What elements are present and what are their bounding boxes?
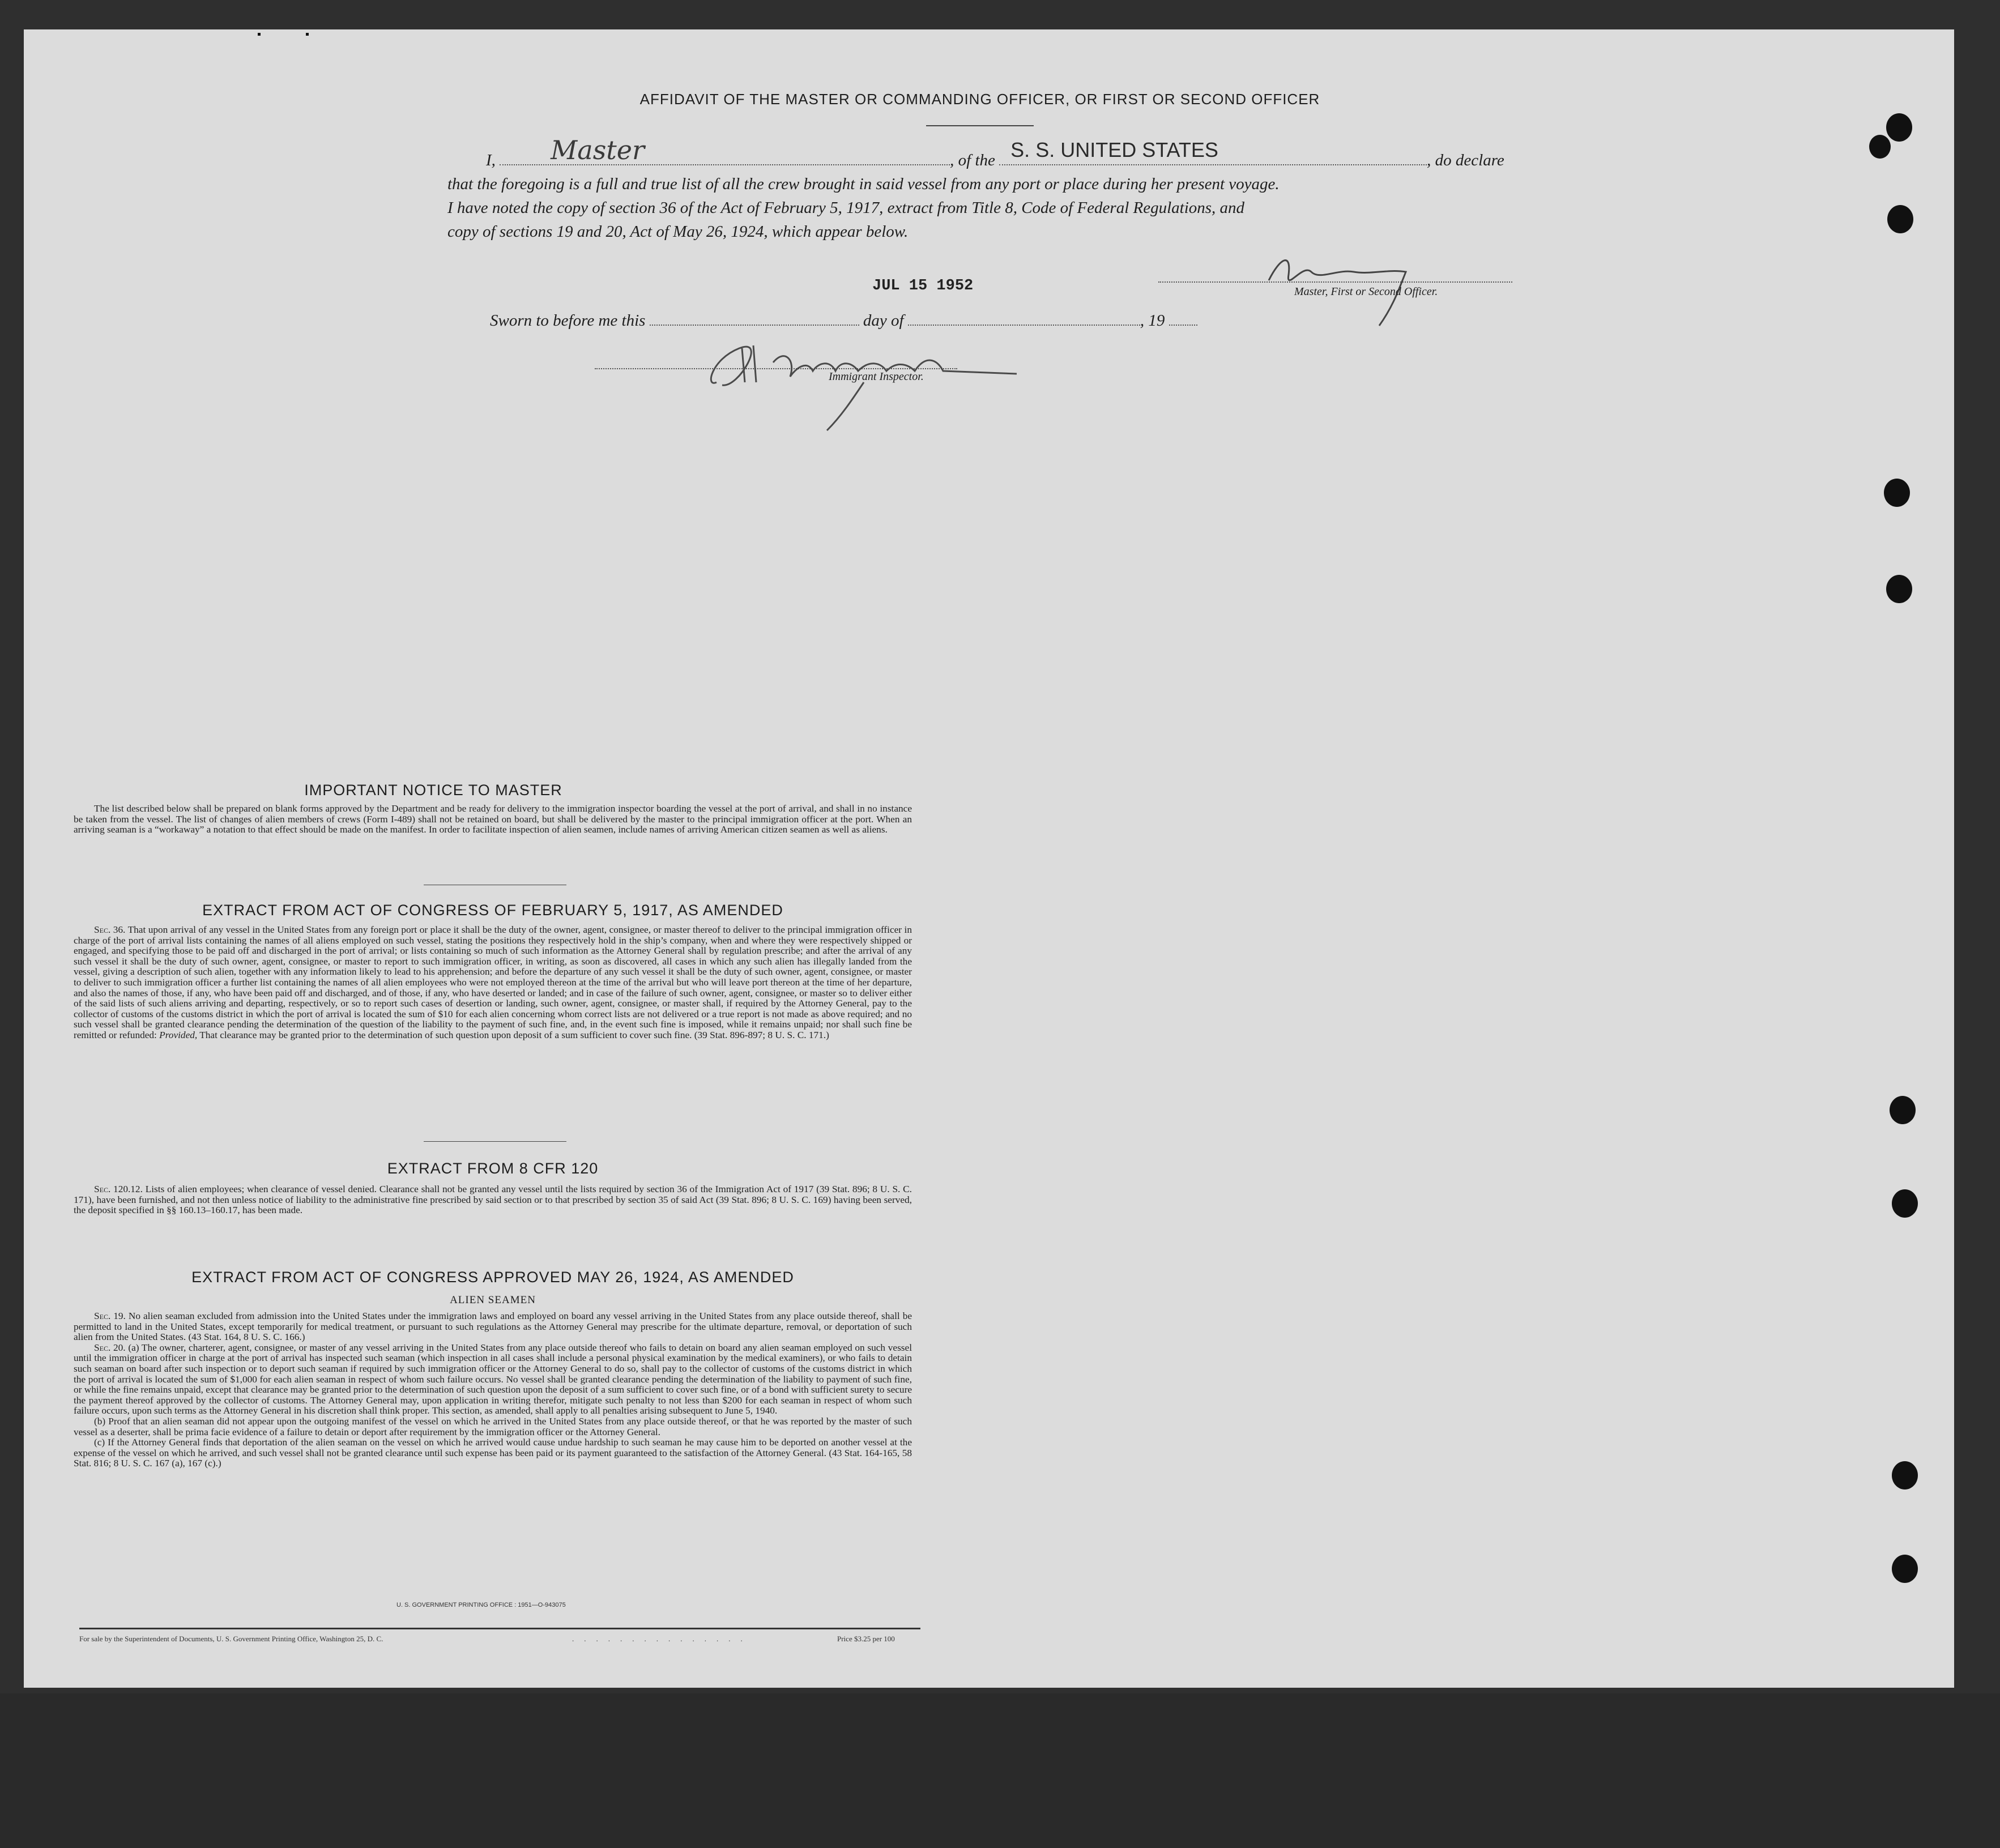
- punch-hole: [1890, 1096, 1916, 1124]
- gpo-imprint: U. S. GOVERNMENT PRINTING OFFICE : 1951—O-943075: [396, 1602, 566, 1608]
- declaration-line-4: copy of sections 19 and 20, Act of May 26, 1924, which appear below.: [447, 223, 909, 241]
- sec20b-text: (b) Proof that an alien seaman did not appear upon the outgoing manifest of the vessel on which he arrived in the United States from any place outside thereof, or that he was reported by the master of such vessel as a deserter, shall be prima facie evidence of a failure to detain or deport after requirement by the immigration officer or the Attorney General.: [74, 1415, 912, 1437]
- extract-1924-section: [74, 1269, 912, 1469]
- sworn-day-of: day of: [863, 311, 904, 330]
- sec19-text: No alien seaman excluded from admission into the United States under the immigration laws and employed on board any vessel arriving in the United States from any place outside thereof, shall be permitted to land in the United States, except temporarily for medical treatment, or pursuant to such regulations as the Attorney General may prescribe for the ultimate departure, removal, or deportation of such alien from the United States. (43 Stat. 164, 8 U. S. C. 166.): [74, 1311, 912, 1343]
- extract-cfr-section: [74, 1160, 912, 1216]
- price-text: Price $3.25 per 100: [837, 1634, 895, 1643]
- provided-word: Provided,: [159, 1029, 198, 1040]
- notice-title: IMPORTANT NOTICE TO MASTER: [304, 782, 562, 799]
- footer-leaders: ...............: [572, 1634, 753, 1643]
- punch-hole: [1886, 575, 1912, 603]
- sec20a-text: (a) The owner, charterer, agent, consignee, or master of any vessel arriving in the United States from any place outside thereof who fails to detain on board any alien seaman employed on such vessel until the immigration officer in charge at the port of arrival has inspected such seaman (which inspection in all cases shall include a personal physical examination by the medical examiners), or who fails to detain such seaman on board after such inspection or to deport such seaman if required by such immigration officer or the Attorney General to do so, shall pay to the collector of customs of the customs district in which the port of arrival is located the sum of $1,000 for each alien seaman in respect of whom such failure occurs. No vessel shall be granted clearance pending the determination of the liability to payment of such fine, or while the fine remains unpaid, except that clearance may be granted prior to the determination of such question upon the deposit of a sum sufficient to cover such fine, or of a bond with sufficient surety to secure the payment thereof approved by the collector of customs. The Attorney General may, upon application in writing therefor, mitigate such penalty to not less than $200 for each seaman in respect of whom such failure occurs, upon such terms as the Attorney General in his discretion shall think proper. This section, as amended, shall apply to all penalties arising subsequent to June 5, 1940.: [74, 1342, 912, 1416]
- punch-hole: [1892, 1461, 1918, 1490]
- vessel-name: S. S. UNITED STATES: [1010, 138, 1218, 161]
- declaration-suffix: , do declare: [1427, 151, 1504, 169]
- notice-text: The list described below shall be prepared on blank forms approved by the Department and be ready for delivery to the immigration inspector boarding the vessel at the port of arrival, and shall in no instance be taken from the vessel. The list of changes of alien members of crews (Form I-489) shall not be retained on board, but shall be delivered by the master to the principal immigration officer at the port. When an arriving seaman is a “workaway” a notation to that effect should be made on the manifest. In order to facilitate inspection of alien seamen, include names of arriving American citizen seamen as well as aliens.: [74, 803, 912, 835]
- punch-hole: [1892, 1555, 1918, 1583]
- for-sale-text: For sale by the Superintendent of Documents, U. S. Government Printing Office, Washington 25, D. C.: [79, 1634, 383, 1643]
- master-name-field: [500, 135, 950, 165]
- sec20c-text: (c) If the Attorney General finds that deportation of the alien seaman on the vessel on which he arrived would cause undue hardship to such seaman he may cause him to be deported on another vessel at the expense of the vessel on which he arrived, and such vessel shall not be granted clearance until such expense has been paid or its payment guaranteed to the satisfaction of the Attorney General. (43 Stat. 164-165, 58 Stat. 816; 8 U. S. C. 167 (a), 167 (c).): [74, 1437, 912, 1469]
- affidavit-declaration: [447, 135, 1518, 244]
- of-the-text: , of the: [950, 151, 995, 169]
- extract-cfr-title: EXTRACT FROM 8 CFR 120: [387, 1160, 599, 1177]
- master-signature-label: Master, First or Second Officer.: [1294, 285, 1438, 298]
- sec20-label: Sec. 20.: [94, 1342, 126, 1353]
- title-divider: [926, 125, 1034, 126]
- punch-hole: [1887, 205, 1913, 233]
- master-name-handwritten: Master: [551, 135, 645, 165]
- sworn-year-field: [1169, 311, 1197, 326]
- sec36-label: Sec. 36.: [94, 924, 126, 935]
- divider-2: [424, 1141, 566, 1142]
- extract-1917-title: EXTRACT FROM ACT OF CONGRESS OF FEBRUARY 5, 1917, AS AMENDED: [202, 902, 783, 919]
- affidavit-title: AFFIDAVIT OF THE MASTER OR COMMANDING OFFICER, OR FIRST OR SECOND OFFICER: [639, 91, 1320, 108]
- inspector-label: Immigrant Inspector.: [829, 370, 924, 383]
- vessel-name-field: [999, 138, 1427, 165]
- sec19-label: Sec. 19.: [94, 1311, 126, 1321]
- punch-hole: [1884, 479, 1910, 507]
- punch-hole: [1886, 113, 1912, 142]
- scan-background: [0, 1693, 2000, 1848]
- sec36-text: That upon arrival of any vessel in the United States from any foreign port or place it shall be the duty of the owner, agent, consignee, or master thereof to deliver to the principal immigration officer in charge of the port of arrival lists containing the names of all aliens employed on such vessel, stating the positions they respectively hold in the ship’s company, when and where they were respectively shipped or engaged, and specifying those to be paid off and discharged in the port of arrival; or lists containing so much of such information as the Attorney General shall by regulation prescribe; and after the arrival of any such vessel it shall be the duty of such owner, agent, consignee, or master to report to such immigration officer, in writing, as soon as discovered, all cases in which any such alien has illegally landed from the vessel, giving a description of such alien, together with any information likely to lead to his apprehension; and before the departure of any such vessel it shall be the duty of such owner, agent, consignee, or master to deliver to such immigration officer a further list containing the names of all alien employees who were not employed thereon at the time of the arrival but who will leave port thereon at the time of her departure, and also the names of those, if any, who have been paid off and discharged, and of those, if any, who have deserted or landed; and in case of the failure of such owner, agent, consignee, or master so to deliver either of the said lists of such aliens arriving and departing, respectively, or so to report such cases of desertion or landing, such owner, agent, consignee, or master shall, if required by the Attorney General, pay to the collector of customs of the customs district in which the port of arrival is located the sum of $10 for each alien concerning whom correct lists are not delivered or a true report is not made as above required; and no such vessel shall be granted clearance pending the determination of the question of the liability to the payment of such fine, and, in the event such fine is imposed, while it remains unpaid; nor shall such fine be remitted or refunded:: [74, 924, 912, 1040]
- footer-rule: [79, 1628, 920, 1629]
- extract-1924-title: EXTRACT FROM ACT OF CONGRESS APPROVED MAY 26, 1924, AS AMENDED: [191, 1269, 794, 1286]
- punch-hole: [1892, 1189, 1918, 1218]
- punch-hole: [1869, 135, 1891, 159]
- scan-speck: [258, 33, 261, 36]
- extract-1917-section: [74, 902, 912, 1041]
- scan-speck: [306, 33, 309, 36]
- notice-section: [74, 782, 912, 835]
- date-stamp: JUL 15 1952: [872, 278, 974, 295]
- declaration-line-3: I have noted the copy of section 36 of the Act of February 5, 1917, extract from Title 8, Code of Federal Regulations, and: [447, 199, 1245, 217]
- sworn-prefix: Sworn to before me this: [490, 311, 646, 330]
- declaration-prefix: I,: [486, 151, 496, 169]
- declaration-line-2: that the foregoing is a full and true list of all the crew brought in said vessel from any port or place during her present voyage.: [447, 175, 1280, 193]
- sec36-text-end: That clearance may be granted prior to the determination of such question upon deposit of a sum sufficient to cover such fine. (39 Stat. 896-897; 8 U. S. C. 171.): [199, 1029, 829, 1040]
- alien-seamen-subtitle: ALIEN SEAMEN: [450, 1294, 536, 1306]
- sworn-year-prefix: , 19: [1140, 311, 1165, 330]
- sec120-text: Lists of alien employees; when clearance of vessel denied. Clearance shall not be granted any vessel until the lists required by section 36 of the Immigration Act of 1917 (39 Stat. 896; 8 U. S. C. 171), have been furnished, and not then unless notice of liability to the administrative fine prescribed by said section or to that prescribed by section 35 of said Act (39 Stat. 896; 8 U. S. C. 169) having been served, the deposit specified in §§ 160.13–160.17, has been made.: [74, 1184, 912, 1216]
- sec120-label: Sec. 120.12.: [94, 1184, 143, 1194]
